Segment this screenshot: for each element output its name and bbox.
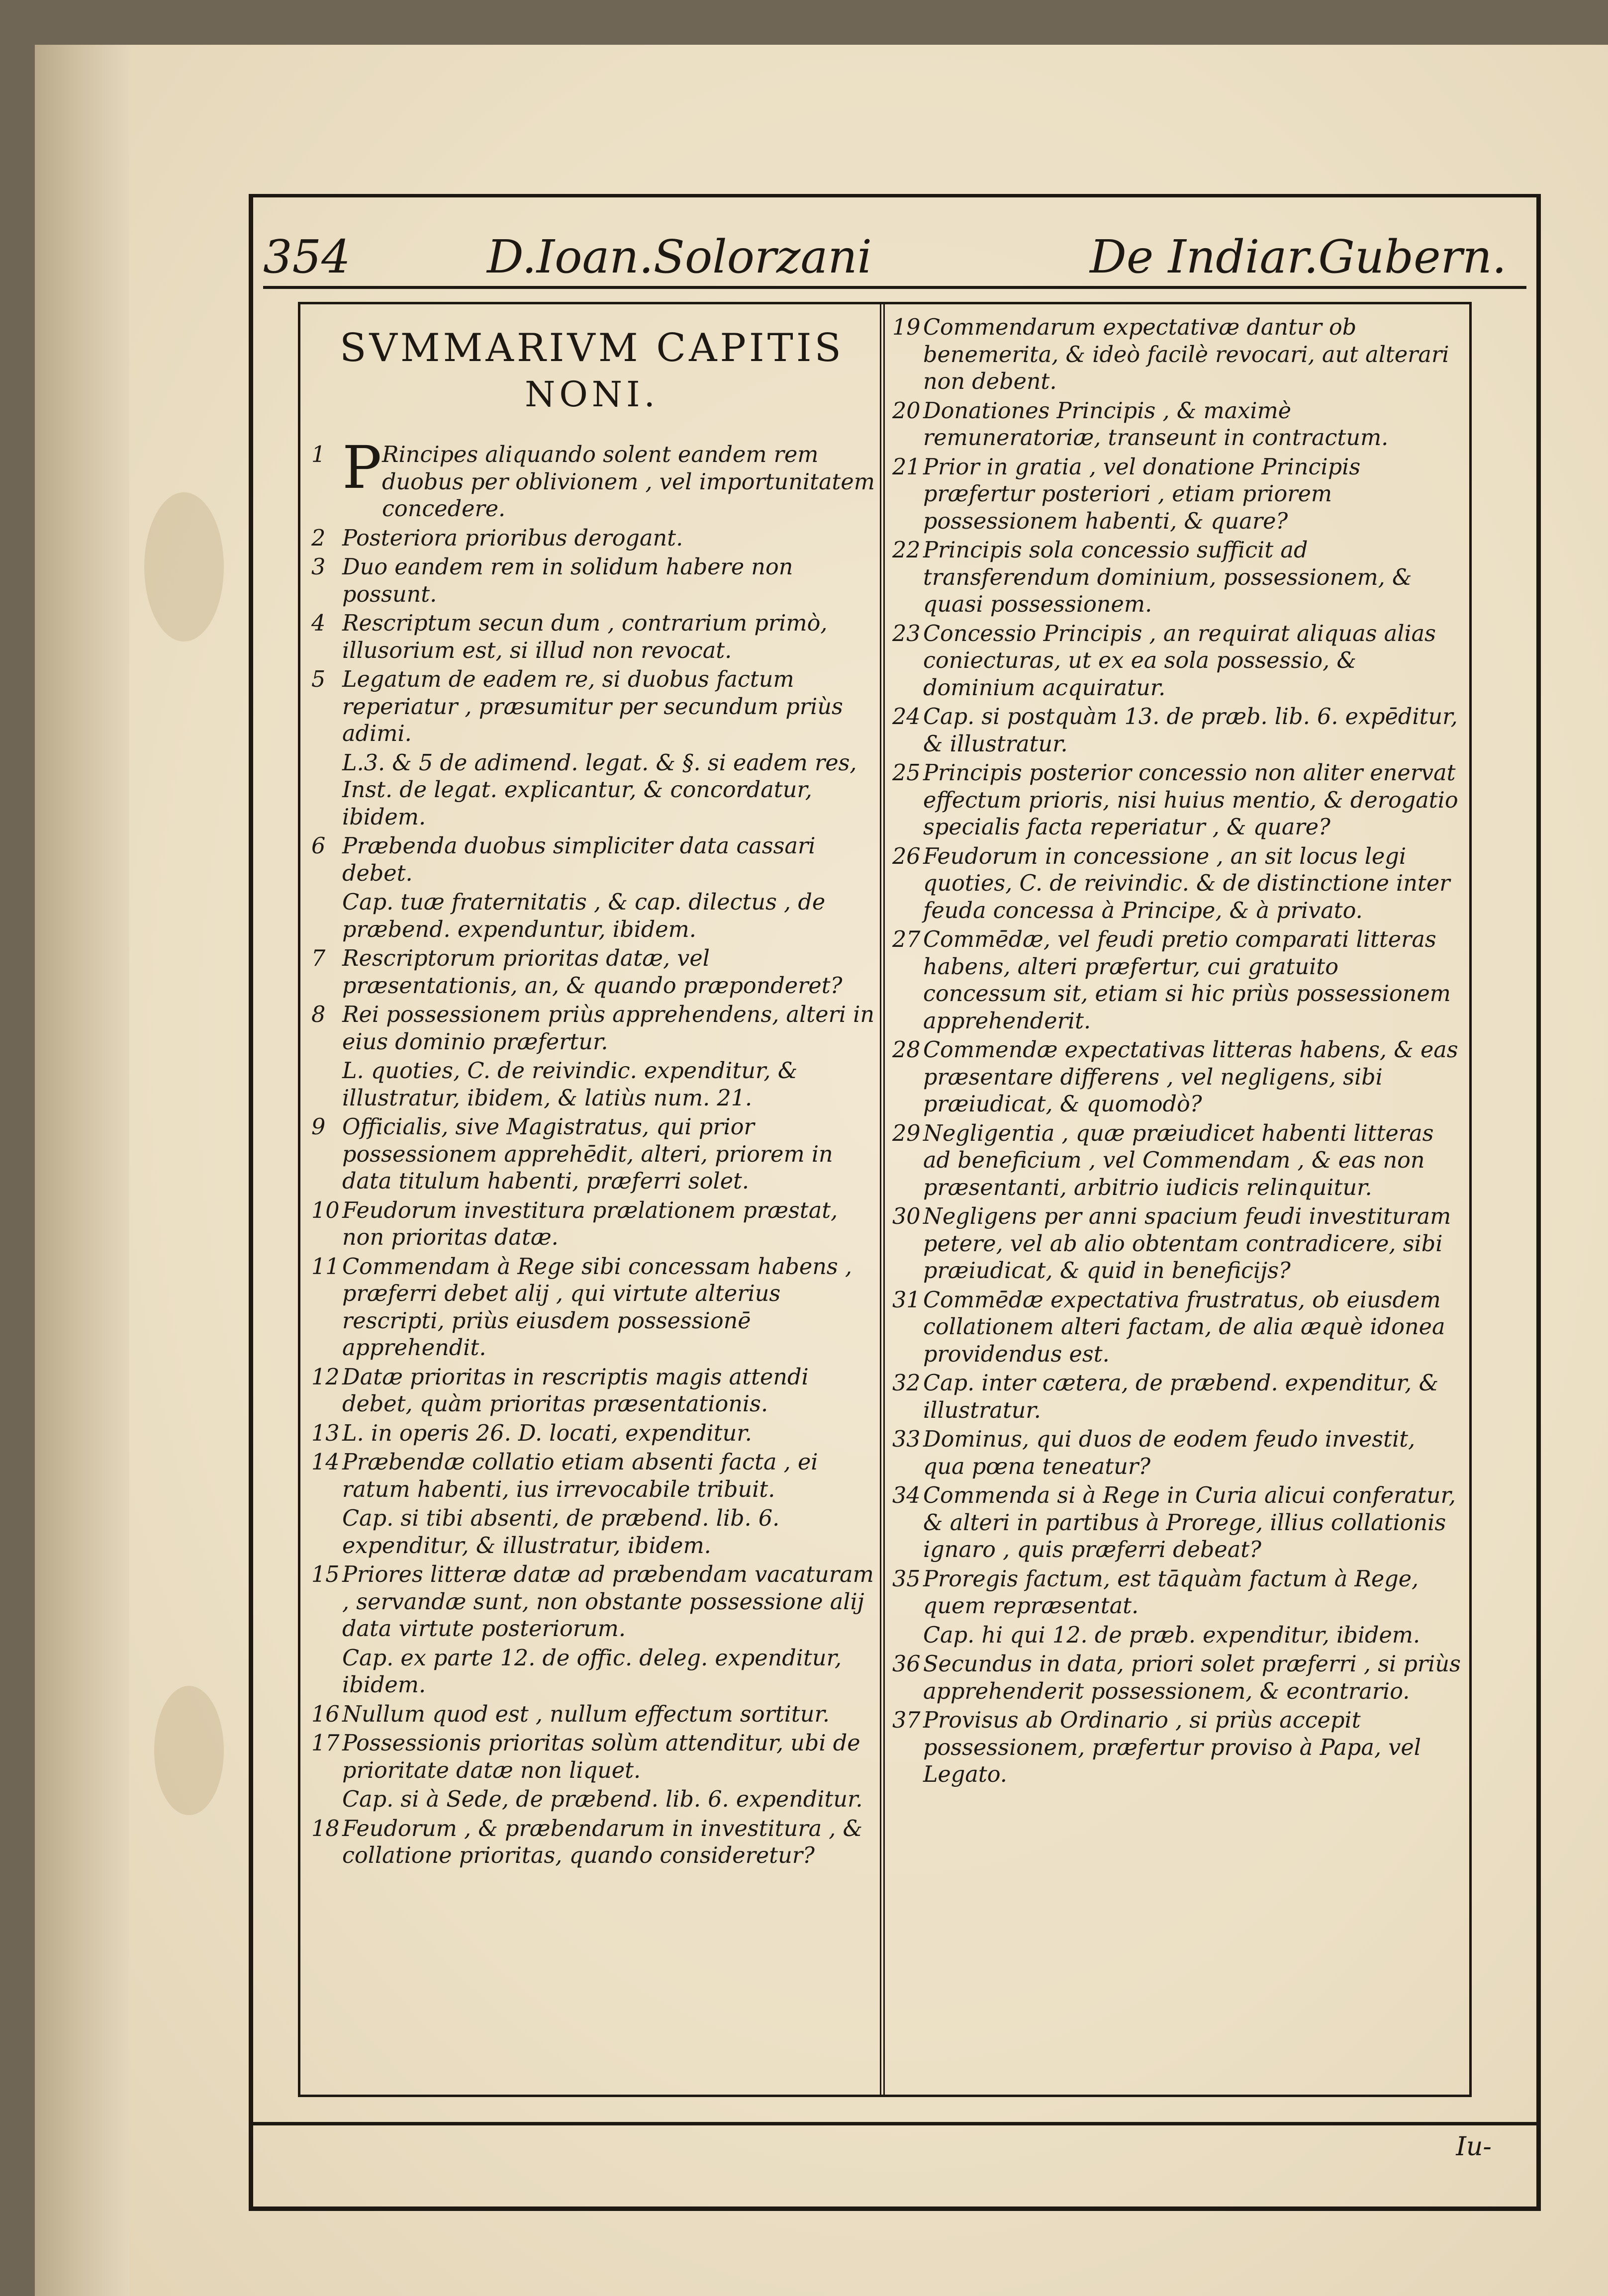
summary-item <box>892 1482 1462 1564</box>
item-number: 29 <box>892 1120 921 1146</box>
summary-item <box>311 1364 876 1418</box>
citation-item <box>311 889 876 943</box>
item-text: Rescriptum secun dum , contrarium primò, illusorium est, si illud non revocat. <box>342 611 828 663</box>
summary-item <box>892 314 1462 396</box>
item-text: Cap. si postquàm 13. de præb. lib. 6. expēditur, & illustratur. <box>923 704 1458 757</box>
item-number: 30 <box>892 1204 921 1229</box>
summary-item <box>311 1114 876 1195</box>
page-number: 354 <box>263 230 351 283</box>
citation-item <box>311 1645 876 1699</box>
item-text: Provisus ab Ordinario , si priùs accepit possessionem, præfertur proviso à Papa, vel Legato. <box>923 1708 1421 1787</box>
item-number: 35 <box>892 1566 921 1592</box>
summary-item <box>892 1566 1462 1620</box>
item-text: L.3. & 5 de adimend. legat. & §. si eadem res, Inst. de legat. explicantur, & concordatur, ibidem. <box>342 750 857 830</box>
item-number: 34 <box>892 1483 921 1508</box>
summary-item <box>892 537 1462 619</box>
summary-item <box>892 704 1462 758</box>
item-number: 5 <box>311 667 326 692</box>
item-text: Prior in gratia , vel donatione Principis præfertur posteriori , etiam priorem possessionem habenti, & quare? <box>923 454 1361 534</box>
item-text: Commēdæ expectativa frustratus, ob eiusdem collationem alteri factam, de alia æquè idonea providendus est. <box>923 1287 1445 1367</box>
item-text: Commendæ expectativas litteras habens, & eas præsentare differens , vel negligens, sibi præiudicat, & quomodò? <box>923 1037 1458 1117</box>
drop-capital: P <box>342 433 382 502</box>
item-text: Principis sola concessio sufficit ad transferendum dominium, possessionem, & quasi possessionem. <box>923 538 1412 617</box>
item-text: Commēdæ, vel feudi pretio comparati litteras habens, alteri præfertur, cui gratuito concessum sit, etiam si hic priùs possessionem apprehenderit. <box>923 927 1451 1034</box>
item-number: 13 <box>311 1420 340 1446</box>
item-number: 8 <box>311 1002 326 1027</box>
item-number: 32 <box>892 1371 921 1396</box>
summary-item <box>892 621 1462 702</box>
text-frame <box>249 194 1541 2211</box>
summary-item <box>892 1370 1462 1424</box>
summary-item <box>892 1203 1462 1285</box>
summary-item <box>892 926 1462 1035</box>
paper-stain <box>154 1686 224 1815</box>
summary-item <box>892 1426 1462 1480</box>
summary-item <box>311 1254 876 1362</box>
item-number: 37 <box>892 1708 921 1733</box>
item-number: 11 <box>311 1254 340 1280</box>
item-text: Feudorum investitura prælationem præstat, non prioritas datæ. <box>342 1197 838 1250</box>
author-heading: D.Ioan.Solorzani <box>487 230 872 283</box>
item-text: Præbenda duobus simpliciter data cassari debet. <box>342 833 816 886</box>
citation-item <box>892 1622 1462 1650</box>
item-number: 27 <box>892 927 921 952</box>
item-number: 7 <box>311 946 326 971</box>
item-number: 17 <box>311 1731 340 1756</box>
book-page <box>35 45 1608 2296</box>
item-text: Rincipes aliquando solent eandem rem duobus per oblivionem , vel importunitatem concedere. <box>382 442 875 522</box>
page-gutter <box>35 45 129 2296</box>
paper-stain <box>144 492 224 642</box>
summary-item <box>311 1197 876 1252</box>
summary-item <box>892 760 1462 841</box>
item-number: 26 <box>892 843 921 869</box>
item-text: Commenda si à Rege in Curia alicui conferatur, & alteri in partibus à Prorege, illius collationis ignaro , quis præferri debeat? <box>923 1483 1456 1562</box>
item-number: 33 <box>892 1427 921 1452</box>
summary-item <box>311 554 876 608</box>
item-text: Negligens per anni spacium feudi investituram petere, vel ab alio obtentam contradicere, sibi præiudicat, & quid in beneficijs? <box>923 1204 1451 1284</box>
summary-item <box>311 1420 876 1448</box>
item-text: Legatum de eadem re, si duobus factum reperiatur , præsumitur per secundum priùs adimi. <box>342 667 843 746</box>
item-text: Cap. ex parte 12. de offic. deleg. expenditur, ibidem. <box>342 1645 842 1698</box>
summary-item <box>892 1707 1462 1789</box>
item-number: 16 <box>311 1701 340 1727</box>
item-text: Feudorum in concessione , an sit locus legi quoties, C. de reivindic. & de distinctione inter feuda concessa à Principe, & à privato. <box>923 843 1450 923</box>
item-number: 31 <box>892 1287 921 1313</box>
item-text: Duo eandem rem in solidum habere non possunt. <box>342 554 793 607</box>
item-text: Donationes Principis , & maximè remuneratoriæ, transeunt in contractum. <box>923 398 1389 451</box>
item-text: Cap. hi qui 12. de præb. expenditur, ibidem. <box>923 1622 1420 1648</box>
item-text: Rei possessionem priùs apprehendens, alteri in eius dominio præfertur. <box>342 1002 875 1055</box>
summary-item <box>311 1561 876 1643</box>
item-number: 24 <box>892 704 921 730</box>
right-column <box>880 302 1472 2097</box>
item-text: Principis posterior concessio non aliter enervat effectum prioris, nisi huius mentio, & derogatio specialis facta reperiatur , & quare? <box>923 760 1458 840</box>
summary-item <box>311 525 876 552</box>
item-number: 10 <box>311 1197 340 1223</box>
item-text: Commendam à Rege sibi concessam habens , præferri debet alij , qui virtute alterius rescripti, priùs eiusdem possessionē apprehendit. <box>342 1254 852 1361</box>
item-number: 21 <box>892 454 921 480</box>
summary-item <box>311 833 876 887</box>
item-text: L. quoties, C. de reivindic. expenditur, & illustratur, ibidem, & latiùs num. 21. <box>342 1058 798 1111</box>
footer-rule <box>253 2122 1536 2125</box>
summary-list-left <box>300 433 883 1870</box>
item-text: Possessionis prioritas solùm attenditur, ubi de prioritate datæ non liquet. <box>342 1731 860 1783</box>
item-text: Proregis factum, est tāquàm factum à Rege, quem repræsentat. <box>923 1566 1419 1619</box>
header-rule <box>263 286 1526 289</box>
item-number: 9 <box>311 1114 326 1140</box>
item-text: Feudorum , & præbendarum in investitura , & collatione prioritas, quando consideretur? <box>342 1816 863 1868</box>
item-number: 1 <box>311 442 326 467</box>
summary-item <box>892 1037 1462 1118</box>
item-text: Cap. si tibi absenti, de præbend. lib. 6. expenditur, & illustratur, ibidem. <box>342 1506 780 1559</box>
summary-item <box>311 945 876 1000</box>
summary-item <box>311 1701 876 1729</box>
item-text: Cap. inter cætera, de præbend. expenditur, & illustratur. <box>923 1371 1439 1423</box>
item-text: Præbendæ collatio etiam absenti facta , ei ratum habenti, ius irrevocabile tribuit. <box>342 1450 818 1502</box>
item-number: 36 <box>892 1652 921 1677</box>
item-text: Priores litteræ datæ ad præbendam vacaturam , servandæ sunt, non obstante possessione alij data virtute posteriorum. <box>342 1562 874 1642</box>
summary-item <box>892 1120 1462 1202</box>
summary-item <box>892 454 1462 536</box>
summary-subtitle: NONI. <box>525 374 659 415</box>
item-number: 4 <box>311 611 326 636</box>
item-text: Posteriora prioribus derogant. <box>342 525 683 551</box>
citation-item <box>311 1058 876 1112</box>
summary-item <box>311 666 876 748</box>
item-number: 23 <box>892 621 921 646</box>
item-text: Cap. tuæ fraternitatis , & cap. dilectus , de præbend. expenduntur, ibidem. <box>342 890 826 942</box>
item-text: Concessio Principis , an requirat aliquas alias coniecturas, ut ex ea sola possessio, & dominium acquiratur. <box>923 621 1436 701</box>
item-text: Datæ prioritas in rescriptis magis attendi debet, quàm prioritas præsentationis. <box>342 1364 809 1417</box>
running-title: De Indiar.Gubern. <box>1090 230 1507 283</box>
item-number: 2 <box>311 525 326 551</box>
summary-title: SVMMARIVM CAPITIS <box>340 326 844 370</box>
citation-item <box>311 1786 876 1814</box>
item-text: L. in operis 26. D. locati, expenditur. <box>342 1420 752 1446</box>
item-text: Nullum quod est , nullum effectum sortitur. <box>342 1701 830 1727</box>
item-text: Rescriptorum prioritas datæ, vel præsentationis, an, & quando præponderet? <box>342 946 843 999</box>
catchword: Iu- <box>1456 2132 1492 2162</box>
item-text: Dominus, qui duos de eodem feudo investit, qua pœna teneatur? <box>923 1427 1416 1479</box>
item-number: 22 <box>892 538 921 563</box>
summary-item <box>311 433 876 523</box>
citation-item <box>311 750 876 831</box>
citation-item <box>311 1505 876 1560</box>
item-number: 15 <box>311 1562 340 1587</box>
summary-item <box>892 1651 1462 1705</box>
item-number: 20 <box>892 398 921 424</box>
item-text: Officialis, sive Magistratus, qui prior possessionem apprehēdit, alteri, priorem in data titulum habenti, præferri solet. <box>342 1114 833 1194</box>
summary-item <box>892 1287 1462 1369</box>
left-column <box>298 302 885 2097</box>
item-text: Negligentia , quæ præiudicet habenti litteras ad beneficium , vel Commendam , & eas non præsentanti, arbitrio iudicis relinquitur. <box>923 1120 1434 1200</box>
summary-item <box>311 1730 876 1784</box>
item-number: 28 <box>892 1037 921 1063</box>
item-number: 25 <box>892 760 921 786</box>
summary-item <box>892 843 1462 925</box>
item-text: Secundus in data, priori solet præferri , si priùs apprehenderit possessionem, & econtrario. <box>923 1652 1461 1704</box>
running-header <box>253 227 1536 302</box>
item-number: 3 <box>311 554 326 580</box>
item-number: 12 <box>311 1364 340 1390</box>
summary-item <box>892 398 1462 452</box>
item-text: Cap. si à Sede, de præbend. lib. 6. expenditur. <box>342 1787 863 1812</box>
item-number: 19 <box>892 315 921 340</box>
item-number: 6 <box>311 833 326 859</box>
summary-item <box>311 1816 876 1870</box>
summary-list-right <box>881 304 1469 1789</box>
item-text: Commendarum expectativæ dantur ob benemerita, & ideò facilè revocari, aut alterari non debent. <box>923 315 1449 394</box>
summary-item <box>311 1449 876 1503</box>
item-number: 18 <box>311 1816 340 1841</box>
summary-item <box>311 610 876 664</box>
item-number: 14 <box>311 1450 340 1475</box>
summary-item <box>311 1002 876 1056</box>
